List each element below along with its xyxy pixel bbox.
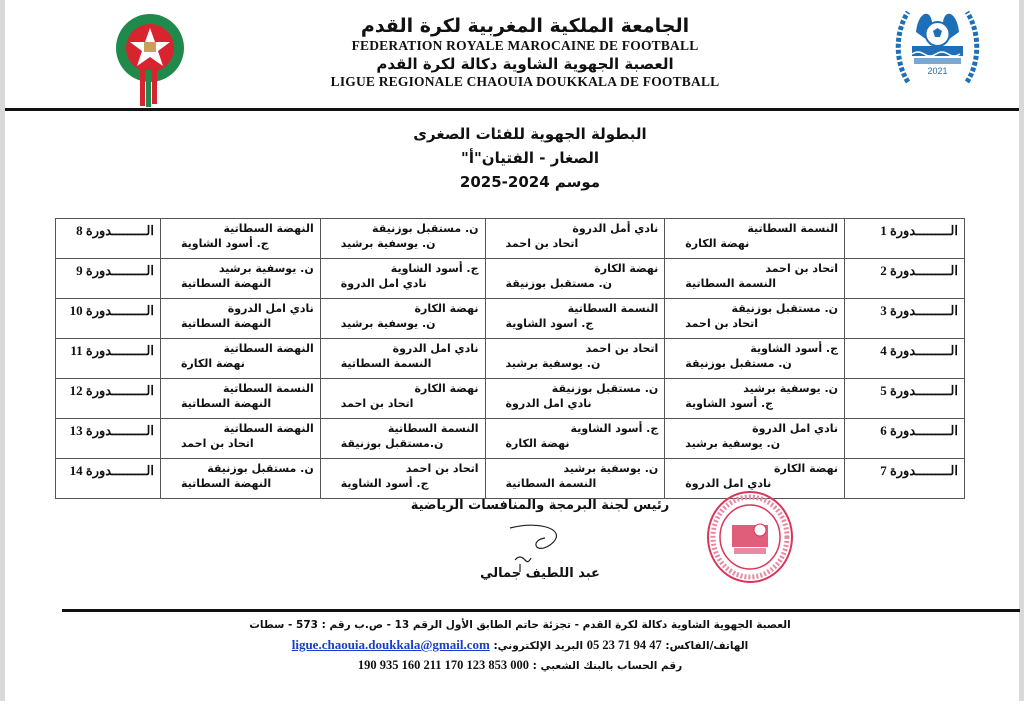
bank-label: رقم الحساب بالبنك الشعبي : — [532, 660, 683, 672]
away-team — [486, 396, 665, 411]
match-cell — [665, 339, 845, 379]
match-cell — [160, 379, 320, 419]
match-cell — [320, 379, 485, 419]
home-team: نادي امل الدروة — [227, 302, 314, 315]
header-rule — [5, 108, 1019, 111]
away-team-label: ن. يوسفية برشيد — [685, 437, 781, 450]
away-team-label: اتحاد بن احمد — [505, 237, 579, 250]
away-team-label: نادي امل الدروة — [340, 277, 427, 290]
away-team-label: اتحاد بن احمد — [180, 437, 254, 450]
away-team — [665, 236, 844, 251]
away-team-label: ن. مستقبل بوزنيقة — [505, 277, 613, 290]
away-team — [161, 396, 320, 411]
away-team-label: ن. يوسفية برشيد — [505, 357, 601, 370]
match-cell — [665, 379, 845, 419]
match-cell — [665, 259, 845, 299]
home-team: النسمة السطاتية — [387, 422, 479, 435]
away-team — [665, 276, 844, 291]
home-team: ج. أسود الشاوية — [750, 342, 839, 355]
home-team: نهضة الكارة — [414, 382, 479, 395]
away-team-label: النسمة السطاتية — [340, 357, 432, 370]
home-team: ن. يوسفية برشيد — [563, 462, 659, 475]
ligue-crest-icon — [890, 2, 985, 92]
round-label: الـــــــــدورة 4 — [845, 339, 965, 379]
away-team — [321, 476, 485, 491]
match-cell — [320, 219, 485, 259]
home-team: ن. يوسفية برشيد — [743, 382, 839, 395]
home-team: ن. يوسفية برشيد — [218, 262, 314, 275]
schedule-row — [56, 419, 965, 459]
away-team — [486, 316, 665, 331]
away-team — [486, 436, 665, 451]
category-title: الصغار - الفتيان"أ" — [461, 149, 599, 167]
round-label: الـــــــــدورة 9 — [56, 259, 161, 299]
signatory-name: عبد اللطيف جمالي — [480, 566, 600, 581]
footer-bank — [240, 656, 800, 676]
home-team: النهضة السطاتية — [223, 342, 314, 355]
away-team-label: النهضة السطاتية — [180, 477, 272, 490]
home-team: نهضة الكارة — [774, 462, 839, 475]
away-team-label: النسمة السطاتية — [505, 477, 597, 490]
championship-title: البطولة الجهوية للفئات الصغرى — [413, 125, 647, 143]
home-team: النسمة السطاتية — [747, 222, 839, 235]
home-team: النسمة السطاتية — [567, 302, 659, 315]
match-cell — [320, 259, 485, 299]
home-team: نهضة الكارة — [414, 302, 479, 315]
home-team: ن. مستقبل بوزنيقة — [207, 462, 314, 475]
home-team: النهضة السطاتية — [223, 422, 314, 435]
match-cell — [320, 299, 485, 339]
league-name-ar: العصبة الجهوية الشاوية دكالة لكرة القدم — [376, 55, 674, 73]
footer-rule — [62, 609, 1020, 612]
season-title: موسم 2024-2025 — [459, 173, 601, 191]
schedule-row — [56, 259, 965, 299]
away-team — [161, 316, 320, 331]
home-team: ن. مستقبل بوزنيقة — [551, 382, 659, 395]
away-team-label: النهضة السطاتية — [180, 277, 272, 290]
away-team-label: ج. أسود الشاوية — [340, 477, 429, 490]
home-team: نادي أمل الدروة — [572, 222, 659, 235]
away-team — [486, 356, 665, 371]
round-label: الـــــــــدورة 13 — [56, 419, 161, 459]
match-cell — [160, 419, 320, 459]
match-cell — [160, 339, 320, 379]
match-cell — [160, 299, 320, 339]
away-team — [161, 356, 320, 371]
away-team — [665, 436, 844, 451]
match-cell — [160, 219, 320, 259]
round-label: الـــــــــدورة 6 — [845, 419, 965, 459]
away-team-label: نهضة الكارة — [180, 357, 245, 370]
round-label: الـــــــــدورة 1 — [845, 219, 965, 259]
match-cell — [160, 459, 320, 499]
match-cell — [320, 459, 485, 499]
crest-year: 2021 — [927, 66, 948, 76]
league-name-fr: LIGUE REGIONALE CHAOUIA DOUKKALA DE FOOTBALL — [330, 74, 720, 89]
away-team — [486, 236, 665, 251]
match-cell — [485, 299, 665, 339]
frmf-crest-icon — [110, 12, 190, 107]
match-cell — [160, 259, 320, 299]
letterhead — [0, 0, 1024, 115]
signatory-title: رئيس لجنة البرمجة والمنافسات الرياضية — [410, 498, 670, 513]
home-team: نهضة الكارة — [594, 262, 659, 275]
round-label: الـــــــــدورة 8 — [56, 219, 161, 259]
away-team — [665, 316, 844, 331]
match-cell — [485, 459, 665, 499]
match-cell — [485, 259, 665, 299]
away-team-label: ج. أسود الشاوية — [685, 397, 774, 410]
away-team — [321, 436, 485, 451]
away-team-label: ن. مستقبل بوزنيقة — [685, 357, 792, 370]
home-team: ن. مستقبل بوزنيقة — [372, 222, 479, 235]
away-team-label: اتحاد بن احمد — [340, 397, 414, 410]
away-team-label: نادي امل الدروة — [505, 397, 592, 410]
federation-name-ar: الجامعة الملكية المغربية لكرة القدم — [360, 15, 690, 37]
bank-account: 190 935 160 211 170 123 853 000 — [357, 658, 529, 672]
away-team — [161, 276, 320, 291]
home-team: نادي امل الدروة — [392, 342, 479, 355]
match-cell — [485, 339, 665, 379]
schedule-row — [56, 379, 965, 419]
away-team-label: ج. أسود الشاوية — [180, 237, 269, 250]
away-team-label: النسمة السطاتية — [685, 277, 776, 290]
document-titles — [380, 122, 680, 194]
home-team: النهضة السطاتية — [223, 222, 314, 235]
away-team — [321, 396, 485, 411]
away-team-label: النهضة السطاتية — [180, 317, 272, 330]
match-cell — [665, 219, 845, 259]
home-team: ن. مستقبل بوزنيقة — [731, 302, 839, 315]
away-team — [161, 476, 320, 491]
handwritten-signature-icon — [500, 520, 580, 575]
home-team: النسمة السطاتية — [223, 382, 314, 395]
home-team: نادي امل الدروة — [752, 422, 839, 435]
away-team-label: النهضة السطاتية — [180, 397, 272, 410]
schedule-row — [56, 459, 965, 499]
round-label: الـــــــــدورة 14 — [56, 459, 161, 499]
away-team-label: ن. يوسفية برشيد — [340, 317, 436, 330]
away-team-label: نادي امل الدروة — [685, 477, 772, 490]
away-team — [665, 476, 844, 491]
home-team: اتحاد بن احمد — [405, 462, 479, 475]
away-team — [665, 396, 844, 411]
away-team — [321, 356, 485, 371]
round-label: الـــــــــدورة 2 — [845, 259, 965, 299]
away-team-label: نهضة الكارة — [505, 437, 570, 450]
away-team-label: ن. يوسفية برشيد — [340, 237, 436, 250]
footer-contact — [240, 635, 800, 656]
away-team — [321, 316, 485, 331]
away-team — [161, 436, 320, 451]
away-team — [486, 476, 665, 491]
match-cell — [320, 339, 485, 379]
home-team: ج. أسود الشاوية — [390, 262, 479, 275]
round-label: الـــــــــدورة 5 — [845, 379, 965, 419]
away-team-label: ج. اسود الشاوية — [505, 317, 594, 330]
email-label: البريد الإلكتروني: — [493, 640, 584, 652]
away-team-label: اتحاد بن احمد — [685, 317, 759, 330]
match-cell — [485, 219, 665, 259]
phone-label: الهاتف/الفاكس: — [665, 640, 749, 652]
away-team — [161, 236, 320, 251]
match-cell — [320, 419, 485, 459]
match-cell — [665, 299, 845, 339]
email-link[interactable]: ligue.chaouia.doukkala@gmail.com — [291, 637, 490, 652]
away-team — [321, 276, 485, 291]
footer — [240, 616, 800, 676]
home-team: اتحاد بن احمد — [765, 262, 839, 275]
away-team — [486, 276, 665, 291]
round-label: الـــــــــدورة 3 — [845, 299, 965, 339]
round-label: الـــــــــدورة 10 — [56, 299, 161, 339]
round-label: الـــــــــدورة 12 — [56, 379, 161, 419]
footer-address: العصبة الجهوية الشاوية دكالة لكرة القدم - تجزئة حاتم الطابق الأول الرقم 13 - ص.ب رقم : 573 - سطات — [249, 619, 791, 631]
round-label: الـــــــــدورة 11 — [56, 339, 161, 379]
federation-name-fr: FEDERATION ROYALE MAROCAINE DE FOOTBALL — [351, 38, 699, 53]
round-label: الـــــــــدورة 7 — [845, 459, 965, 499]
schedule-row — [56, 299, 965, 339]
away-team-label: نهضة الكارة — [685, 237, 750, 250]
away-team — [665, 356, 844, 371]
home-team: اتحاد بن احمد — [585, 342, 659, 355]
phone-number: 05 23 71 94 47 — [586, 638, 662, 652]
match-cell — [485, 379, 665, 419]
schedule-table — [55, 218, 965, 499]
match-cell — [485, 419, 665, 459]
away-team-label: ن.مستقبل بوزنيقة — [340, 437, 444, 450]
away-team — [321, 236, 485, 251]
home-team: ج. أسود الشاوية — [570, 422, 659, 435]
official-stamp-icon — [706, 490, 794, 585]
schedule-row — [56, 339, 965, 379]
match-cell — [665, 419, 845, 459]
schedule-row — [56, 219, 965, 259]
